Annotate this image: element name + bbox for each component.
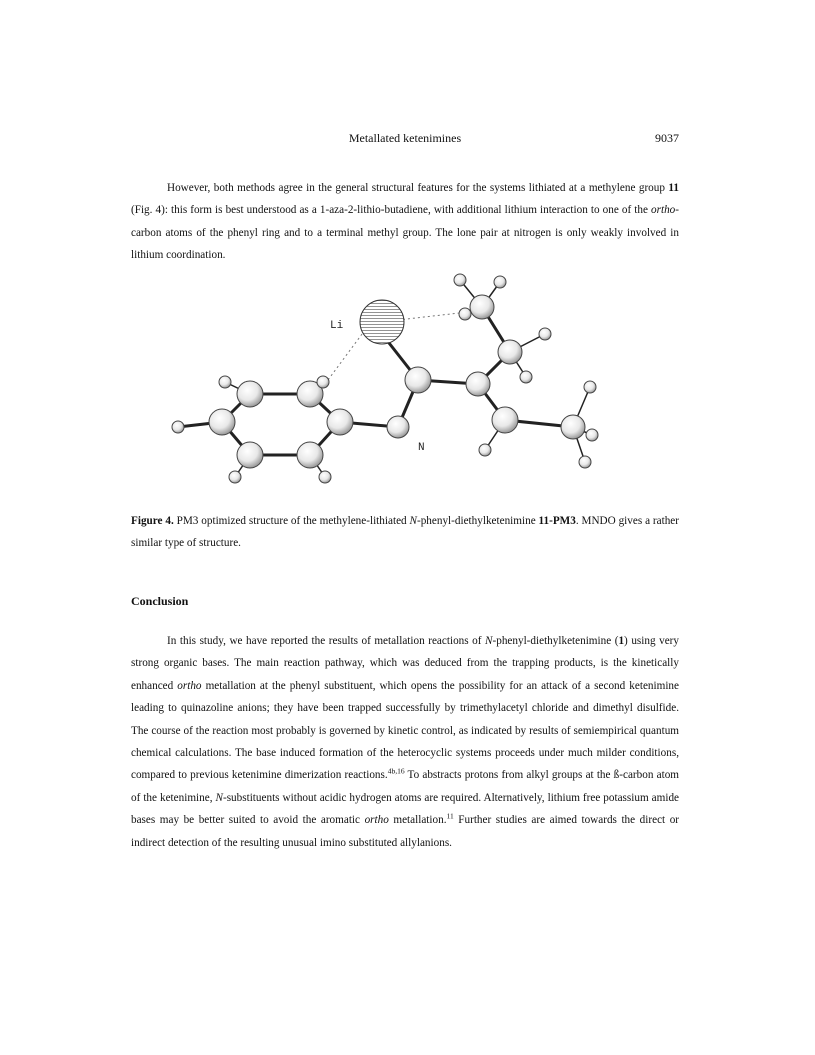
figure-label: Figure 4. <box>131 515 174 527</box>
page-number: 9037 <box>655 131 679 145</box>
lithium-atom <box>360 300 404 344</box>
compound-ref: 11 <box>668 182 679 194</box>
running-header <box>131 131 679 151</box>
intro-paragraph: However, both methods agree in the general structural features for the systems lithiated at a methylene group 11 (Fig. 4): this form is best understood as a 1-aza-2-lithio-butadiene, with additional lithium interaction to one of the ortho-carbon atoms of the phenyl ring and to a terminal methyl group. The lone pair at nitrogen is only weakly involved in lithium coordination. <box>131 182 679 262</box>
n-label: N <box>418 442 425 454</box>
reference-superscript: 11 <box>446 811 454 821</box>
conclusion-paragraph: In this study, we have reported the results of metallation reactions of N-phenyl-diethylketenimine (1) using very strong organic bases. The main reaction pathway, which was deduced from the trapping products, is the kinetically enhanced ortho metallation at the phenyl substituent, which opens the possibility for an attack of a second ketenimine leading to quinazoline anions; they have been trapped successfully by trimethylacetyl chloride and dimethyl disulfide. The course of the reaction most probably is governed by kinetic control, as indicated by results of semiempirical quantum chemical calculations. The base induced formation of the heterocyclic systems proceeds under much milder conditions, compared to previous ketenimine dimerization reactions.$^{4b,16}$ To abstracts protons from alkyl groups at the ß-carbon atom of the ketenimine, N-substituents without acidic hydrogen atoms are required. Alternatively, lithium free potassium amide bases may be better suited to avoid the aromatic ortho metallation.$^{11}$ Further studies are aimed towards the direct or indirect detection of the resulting unusual imino substituted allylanions. <box>131 635 680 849</box>
running-title: Metallated ketenimines <box>348 131 462 145</box>
li-label: Li <box>330 320 344 332</box>
conclusion-heading: Conclusion <box>131 594 189 608</box>
figure-caption: Figure 4. PM3 optimized structure of the methylene-lithiated N-phenyl-diethylketenimine 11-PM3. MNDO gives a rather similar type of structure. <box>131 515 679 550</box>
molecular-structure-figure <box>160 272 610 492</box>
reference-superscript: 4b,16 <box>387 766 405 776</box>
